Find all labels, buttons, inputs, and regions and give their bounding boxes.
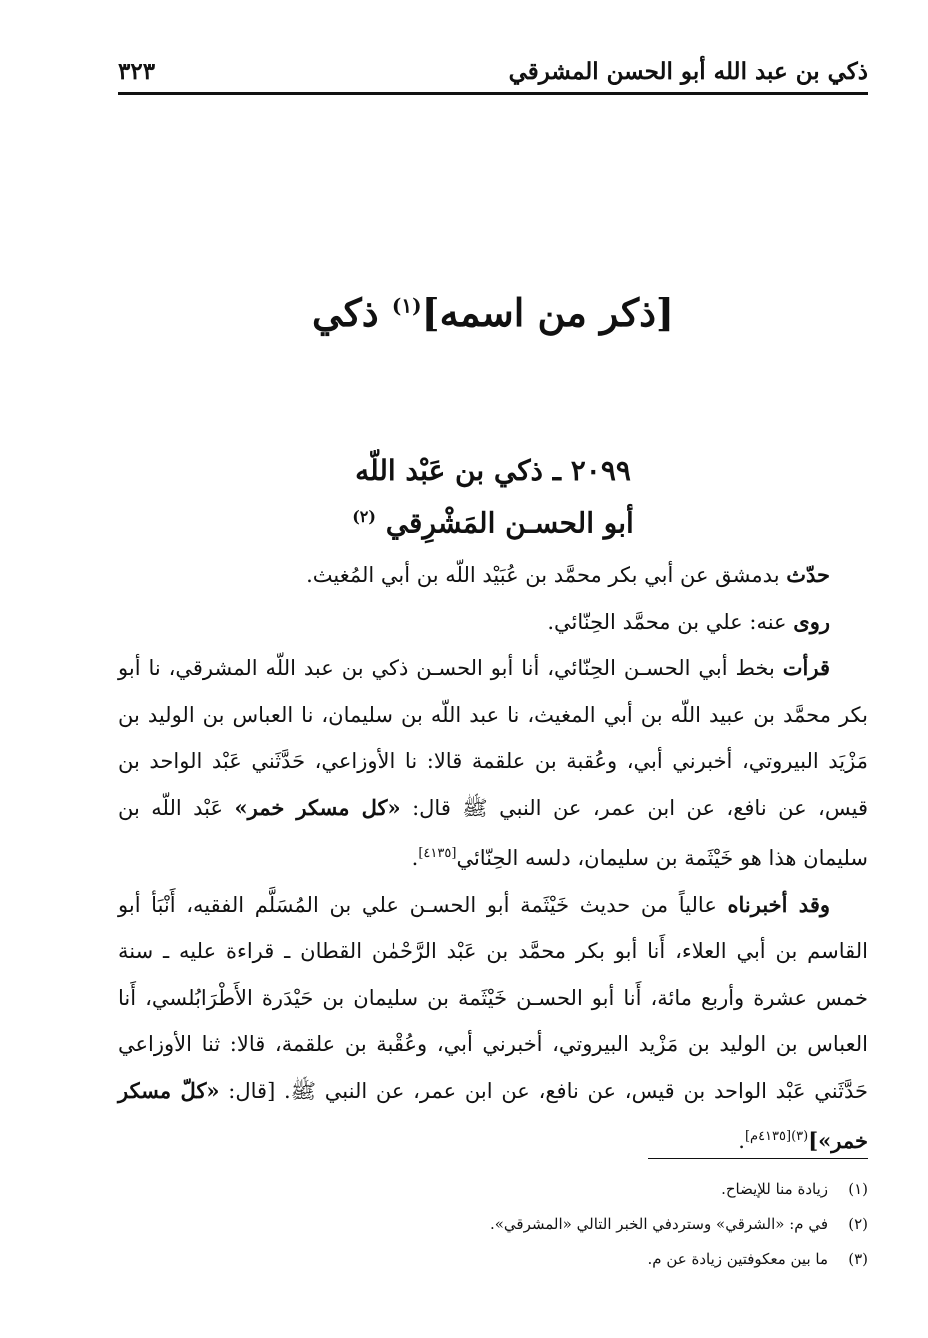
paragraph-4-text: عالياً من حديث خَيْثَمة أبو الحسـن علي بن المُسَلَّم الفقيه، أَنْبَأ أبو القاسم بن أبي العلاء، أَنا أبو بكر محمَّد بن عَبْد الرَّحْمٰن القطان ـ قراءة عليه ـ سنة خمس عشرة وأربع مائة، أَنا أبو الحسـن خَيْثَمة بن سليمان بن حَيْدَرة الأَطْرَابُلسي، أَنا العباس بن الوليد بن مَزْيد البيروتي، أخبرني أبي، وعُقْبة بن علقمة، قالا: ثنا الأوزاعي حَدَّثَني عَبْد الواحد بن قيس، عن نافع، عن ابن عمر، عن النبي ﷺ. [قال:	[118, 892, 868, 1103]
paragraph-3-tail: عَبْد اللّه بن سليمان هذا هو خَيْثَمة بن سليمان، دلسه الحِنّائي	[118, 795, 868, 870]
page-header	[118, 52, 868, 95]
paragraph-3-text: بخط أبي الحسـن الحِنّائي، أنا أبو الحسـن ذكي بن عبد اللّه المشرقي، نا أبو بكر محمَّد بن عبيد اللّه بن أبي المغيث، نا عبد اللّه بن سليمان، نا العباس بن الوليد بن مَزْيَد البيروتي، أخبرني أبي، وعُقبة بن علقمة قالا: نا الأوزاعي، حَدَّثَني عَبْد الواحد بن قيس، عن نافع، عن ابن عمر، عن النبي ﷺ قال:	[118, 656, 868, 820]
paragraph-4-quote: «كلّ مسكر خمر»]	[118, 1077, 868, 1153]
paragraph-3	[118, 645, 868, 882]
section-title	[118, 290, 868, 335]
paragraph-2-lead: روى	[793, 608, 830, 634]
paragraph-1-text: بدمشق عن أبي بكر محمَّد بن عُبَيْد اللّه بن أبي المُغيث.	[306, 563, 787, 587]
body-text	[118, 552, 868, 1165]
footnote-text: ما بين معكوفتين زيادة عن م.	[647, 1250, 828, 1268]
footnote-text: زيادة منا للإيضاح.	[721, 1180, 828, 1198]
entry-heading-line-1: ٢٠٩٩ ـ ذكي بن عَبْد اللّه	[355, 454, 631, 487]
footnote-divider	[648, 1158, 868, 1159]
entry-heading-line-2	[118, 494, 868, 546]
paragraph-3-end: .	[411, 846, 419, 870]
footnotes	[118, 1172, 868, 1277]
page-number: ٣٢٣	[118, 58, 156, 85]
paragraph-3-quote: «كل مسكر خمر»	[234, 794, 401, 820]
paragraph-3-lead: قرأت	[782, 655, 830, 680]
section-title-word: ذكي	[311, 290, 379, 335]
paragraph-2	[118, 599, 868, 646]
paragraph-4	[118, 882, 868, 1165]
entry-heading	[118, 448, 868, 546]
paragraph-4-end: .	[738, 1129, 745, 1153]
footnote-3	[118, 1242, 868, 1277]
section-title-text: [ذكر من اسمه]	[421, 290, 675, 335]
footnote-number: (٢)	[848, 1215, 868, 1233]
footnote-2	[118, 1207, 868, 1242]
footnote-number: (٣)	[848, 1250, 868, 1268]
paragraph-2-text: عنه: علي بن محمَّد الحِنّائي.	[547, 609, 794, 634]
section-title-footnote-ref: (١)	[391, 293, 422, 318]
running-title: ذكي بن عبد الله أبو الحسن المشرقي	[508, 58, 868, 85]
footnote-text: في م: «الشرقي» وستردفي الخبر التالي «المشرقي».	[489, 1215, 828, 1233]
footnote-1	[118, 1172, 868, 1207]
paragraph-3-ref: [٤١٣٥]	[418, 846, 457, 861]
paragraph-4-ref: (٣)[٤١٣٥م]	[744, 1129, 809, 1144]
entry-heading-footnote-ref: (٢)	[352, 507, 376, 526]
footnote-number: (١)	[848, 1180, 868, 1198]
paragraph-1	[118, 552, 868, 599]
paragraph-1-lead: حدّث	[786, 562, 830, 587]
paragraph-4-lead: وقد أخبرناه	[727, 891, 830, 917]
entry-heading-name: أبو الحسـن المَشْرِقي	[385, 506, 634, 540]
